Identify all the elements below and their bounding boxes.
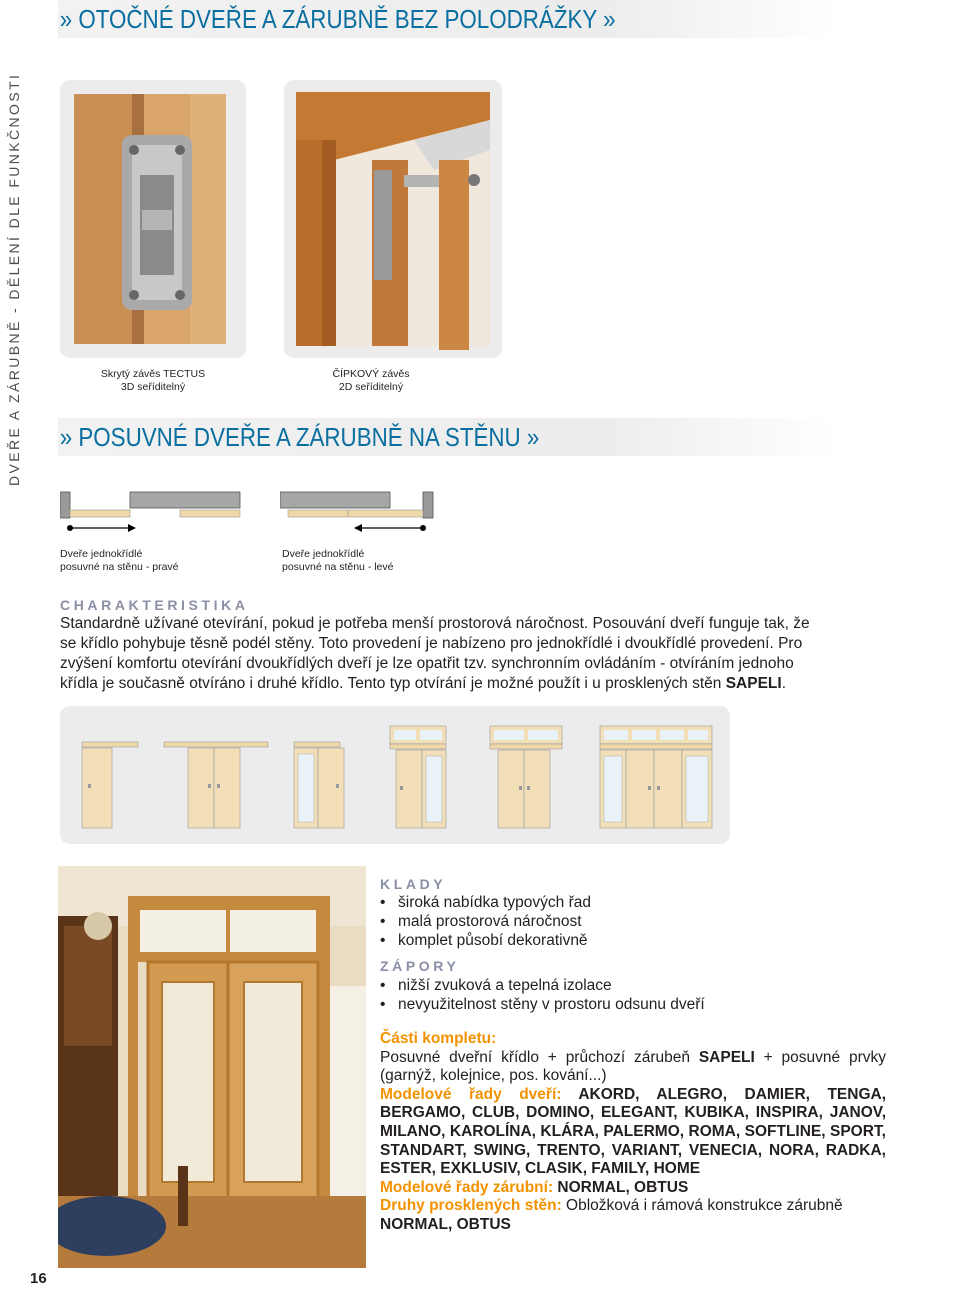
hinge-caption-line1: ČÍPKOVÝ závěs xyxy=(332,368,410,380)
glass-walls xyxy=(380,1197,886,1216)
section-title-sliding: » POSUVNÉ DVEŘE A ZÁRUBNĚ NA STĚNU » xyxy=(58,418,834,456)
pros-heading: KLADY xyxy=(380,876,447,892)
door-series xyxy=(380,1086,886,1179)
diagram-caption-left xyxy=(282,548,482,574)
diagram-caption-right xyxy=(60,548,260,574)
hinge-caption-line2: 3D seříditelný xyxy=(120,381,186,393)
characteristics-text xyxy=(60,614,920,694)
frame-series-label: Modelové řady zárubní: xyxy=(380,1178,554,1196)
list-item: • nižší zvuková a tepelná izolace xyxy=(380,976,920,995)
diagram-caption-line2: posuvné na stěnu - levé xyxy=(282,561,394,573)
kit-section xyxy=(380,1030,886,1235)
hinge-caption-line2: 2D seříditelný xyxy=(338,381,404,393)
hinge-caption-pin xyxy=(284,368,458,394)
hinge-caption-tectus xyxy=(60,368,246,394)
characteristics-line-last xyxy=(60,674,920,694)
kit-text-a: Posuvné dveřní křídlo + průchozí zárubeň xyxy=(380,1048,699,1066)
period: . xyxy=(781,675,787,692)
interior-photo xyxy=(58,866,366,1268)
diagram-caption-line1: Dveře jednokřídlé xyxy=(282,548,365,560)
frame-series-values: NORMAL, OBTUS xyxy=(553,1178,689,1196)
pros-list xyxy=(380,893,920,950)
pin-hinge-photo xyxy=(284,80,502,358)
section-title-hinged: » OTOČNÉ DVEŘE A ZÁRUBNĚ BEZ POLODRÁŽKY » xyxy=(58,0,834,38)
list-item: • nevyužitelnost stěny v prostoru odsunu dveří xyxy=(380,995,920,1014)
diagram-caption-line2: posuvné na stěnu - pravé xyxy=(60,561,179,573)
door-series-label: Modelové řady dveří: xyxy=(380,1085,562,1103)
characteristics-heading: CHARAKTERISTIKA xyxy=(60,597,249,613)
frame-series xyxy=(380,1179,886,1198)
list-item: • malá prostorová náročnost xyxy=(380,912,920,931)
tectus-hinge-photo xyxy=(60,80,246,358)
kit-brand: SAPELI xyxy=(698,1048,755,1066)
side-section-label: DVEŘE A ZÁRUBNĚ - DĚLENÍ DLE FUNKČNOSTI xyxy=(6,72,22,486)
glass-bold: NORMAL, OBTUS xyxy=(380,1215,511,1233)
cons-heading: ZÁPORY xyxy=(380,958,460,974)
cons-list xyxy=(380,976,920,1014)
door-variants-strip xyxy=(60,706,730,844)
list-item: • komplet působí dekorativně xyxy=(380,931,920,950)
sapeli-brand: SAPELI xyxy=(725,675,782,692)
door-series-values: AKORD, ALEGRO, DAMIER, TENGA, BERGAMO, CLUB, DOMINO, ELEGANT, KUBIKA, INSPIRA, JANOV, MILANO, KAROLÍNA, KLÁRA, PALERMO, ROMA, SOFTLINE, SPORT, STANDART, SWING, TRENTO, VARIANT, VENECIA, NORA, RADKA, ESTER, EXKLUSIV, CLASIK, FAMILY, HOME xyxy=(380,1085,886,1178)
characteristics-line: zvýšení komfortu otevírání dvoukřídlých dveří je lze opatřit tzv. synchronním ovládáním - otvíráním jednoho xyxy=(60,655,794,672)
kit-heading: Části kompletu: xyxy=(380,1030,497,1047)
diagram-right-sliding xyxy=(60,488,260,548)
page-number: 16 xyxy=(30,1270,47,1287)
characteristics-line: se křídlo pohybuje těsně podél stěny. Toto provedení je nabízeno pro jednokřídlé i dvoukřídlé provedení. Pro xyxy=(60,635,803,652)
kit-text-b: + posuvné prvky (garnýž, kolejnice, pos. kování...) xyxy=(380,1048,887,1085)
diagram-left-sliding xyxy=(280,488,480,548)
diagram-caption-line1: Dveře jednokřídlé xyxy=(60,548,143,560)
glass-label: Druhy prosklených stěn: xyxy=(380,1197,562,1215)
characteristics-line: křídla je současně otvíráno i druhé křídlo. Tento typ otvírání je možné použít i u prosklených stěn xyxy=(60,675,726,692)
hinge-caption-line1: Skrytý závěs TECTUS xyxy=(100,368,206,380)
characteristics-line: Standardně užívané otevírání, pokud je potřeba menší prostorová náročnost. Posouvání dveří funguje tak, že xyxy=(60,615,810,632)
list-item: • široká nabídka typových řad xyxy=(380,893,920,912)
glass-text: Obložková i rámová konstrukce zárubně xyxy=(561,1197,843,1215)
kit-description xyxy=(380,1049,886,1086)
